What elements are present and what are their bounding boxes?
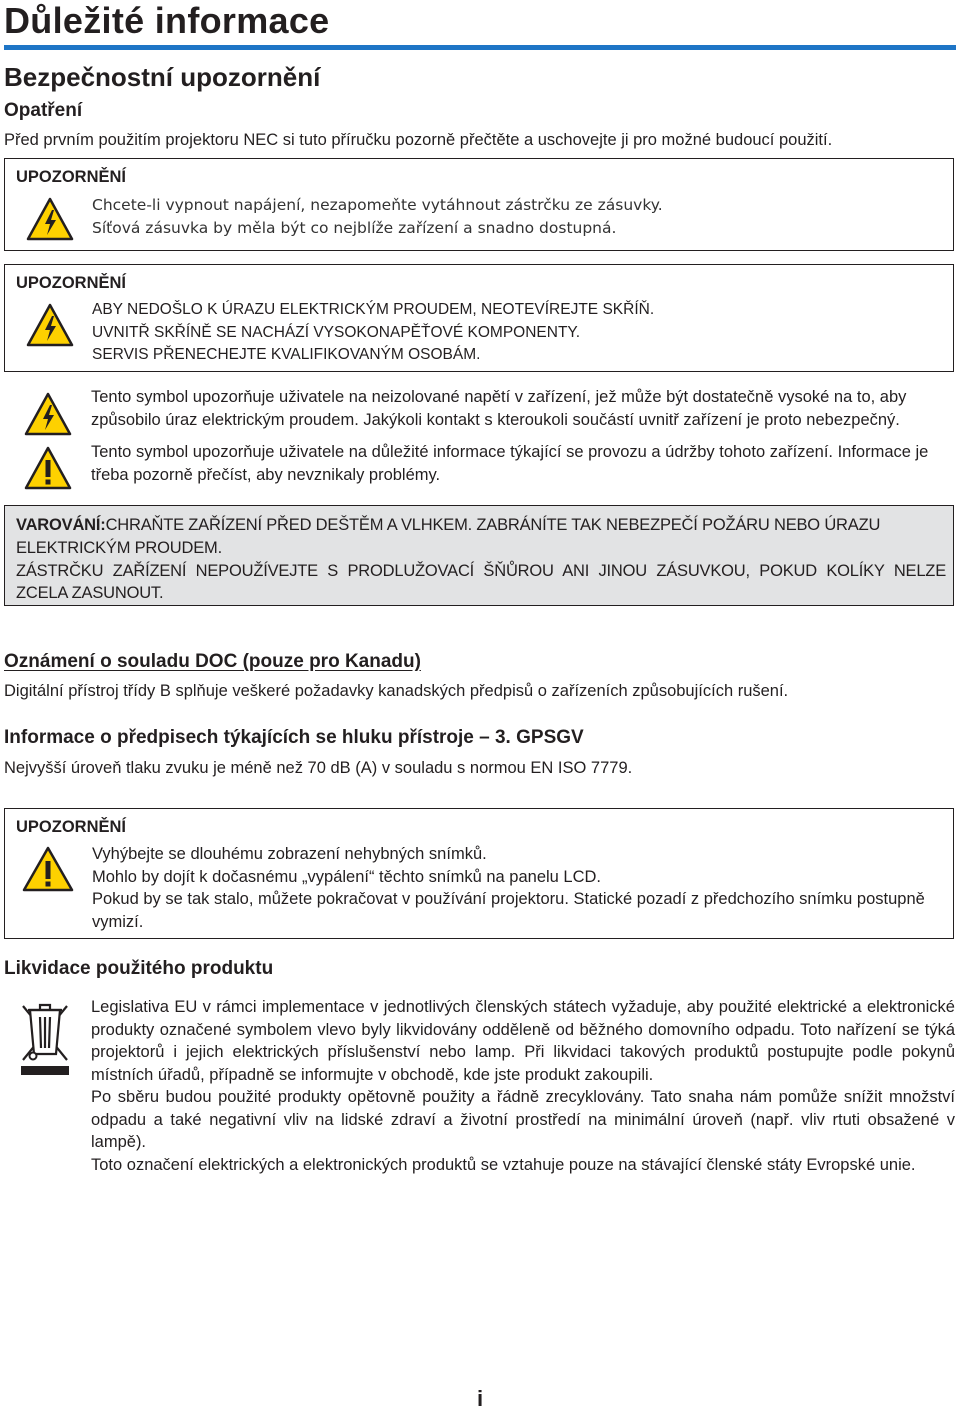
caution-box-shock: [4, 264, 954, 372]
page-title: Důležité informace: [4, 0, 330, 41]
noise-text: Nejvyšší úroveň tlaku zvuku je méně než 70 dB (A) v souladu s normou EN ISO 7779.: [4, 759, 633, 777]
caution-line: SERVIS PŘENECHEJTE KVALIFIKOVANÝM OSOBÁM.: [92, 346, 481, 363]
crossed-out-bin-icon: [19, 998, 75, 1080]
caution-label: UPOZORNĚNÍ: [16, 274, 127, 292]
noise-heading: Informace o předpisech týkajících se hluku přístroje – 3. GPSGV: [4, 727, 584, 748]
warning-line: ZÁSTRČKU ZAŘÍZENÍ NEPOUŽÍVEJTE S PRODLUŽOVACÍ ŠŇŮROU ANI JINOU ZÁSUVKOU, POKUD KOLÍKY NELZE ZCELA ZASUNOUT.: [16, 561, 946, 603]
exclamation-warning-icon: [24, 446, 72, 490]
caution-image-text: Vyhýbejte se dlouhému zobrazení nehybných snímků. Mohlo by dojít k dočasnému „vypálení“ těchto snímků na panelu LCD. Pokud by se tak stalo, můžete pokračovat v používání projektoru. Statické pozadí z předchozího snímku postupně vymizí.: [92, 845, 925, 931]
caution-box-image: [4, 808, 954, 939]
lightning-warning-icon: [26, 197, 74, 241]
warning-line: CHRAŇTE ZAŘÍZENÍ PŘED DEŠTĚM A VLHKEM. ZABRÁNÍTE TAK NEBEZPEČÍ POŽÁRU NEBO ÚRAZU ELEKTRICKÝM PROUDEM.: [16, 516, 881, 557]
safety-heading: Bezpečnostní upozornění: [4, 62, 321, 92]
precautions-subheading: Opatření: [4, 100, 83, 121]
disposal-text: Legislativa EU v rámci implementace v jednotlivých členských státech vyžaduje, aby použité elektrické a elektronické produkty označené symbolem vlevo byly likvidovány odděleně od běžného domovního odpadu. Toto nařízení se týká projektorů i jejich elektrických příslušenství nebo lamp. Při likvidaci takových produktů postupujte podle pokynů místních úřadů, případně se informujte v obchodě, kde jste produkt zakoupili. Po sběru budou použité produkty opětovně použity a řádně zrecyklovány. Tato snaha nám pomůže snížit množství odpadu a také negativní vliv na lidské zdraví a životní prostředí na minimální úroveň (např. vliv rtuti obsažené v lampě). Toto označení elektrických a elektronických produktů se vztahuje pouze na stávající členské státy Evropské unie.: [91, 998, 955, 1174]
disposal-heading: Likvidace použitého produktu: [4, 958, 274, 979]
doc-heading: Oznámení o souladu DOC (pouze pro Kanadu): [4, 651, 421, 672]
caution-label: UPOZORNĚNÍ: [16, 818, 127, 836]
warning-box: [4, 505, 954, 606]
caution-line: ABY NEDOŠLO K ÚRAZU ELEKTRICKÝM PROUDEM, NEOTEVÍREJTE SKŘÍŇ.: [92, 301, 655, 318]
caution-line: Síťová zásuvka by měla být co nejblíže zařízení a snadno dostupná.: [92, 218, 617, 237]
doc-text: Digitální přístroj třídy B splňuje veškeré požadavky kanadských předpisů o zařízeních způsobujících rušení.: [4, 682, 789, 700]
lightning-symbol-text: Tento symbol upozorňuje uživatele na neizolované napětí v zařízení, jež může být dostatečně vysoké na to, aby způsobilo úraz elektrickým proudem. Jakýkoli kontakt s kteroukoli součástí uvnitř zařízení je proto nebezpečný.: [91, 388, 907, 429]
warning-label: VAROVÁNÍ:: [16, 516, 106, 534]
page-number: i: [477, 1386, 484, 1411]
title-rule: [4, 45, 956, 50]
caution-box-power: [4, 158, 954, 251]
caution-line: Chcete-li vypnout napájení, nezapomeňte vytáhnout zástrčku ze zásuvky.: [92, 196, 663, 214]
lightning-warning-icon: [26, 303, 74, 347]
lightning-warning-icon: [24, 392, 72, 436]
caution-label: UPOZORNĚNÍ: [16, 168, 127, 186]
exclamation-symbol-text: Tento symbol upozorňuje uživatele na důležité informace týkající se provozu a údržby tohoto zařízení. Informace je třeba pozorně přečíst, aby nevznikaly problémy.: [91, 443, 929, 484]
caution-line: UVNITŘ SKŘÍNĚ SE NACHÁZÍ VYSOKONAPĚŤOVÉ KOMPONENTY.: [92, 323, 581, 341]
intro-text: Před prvním použitím projektoru NEC si tuto příručku pozorně přečtěte a uschovejte ji pro možné budoucí použití.: [4, 131, 833, 149]
exclamation-warning-icon: [22, 846, 74, 892]
